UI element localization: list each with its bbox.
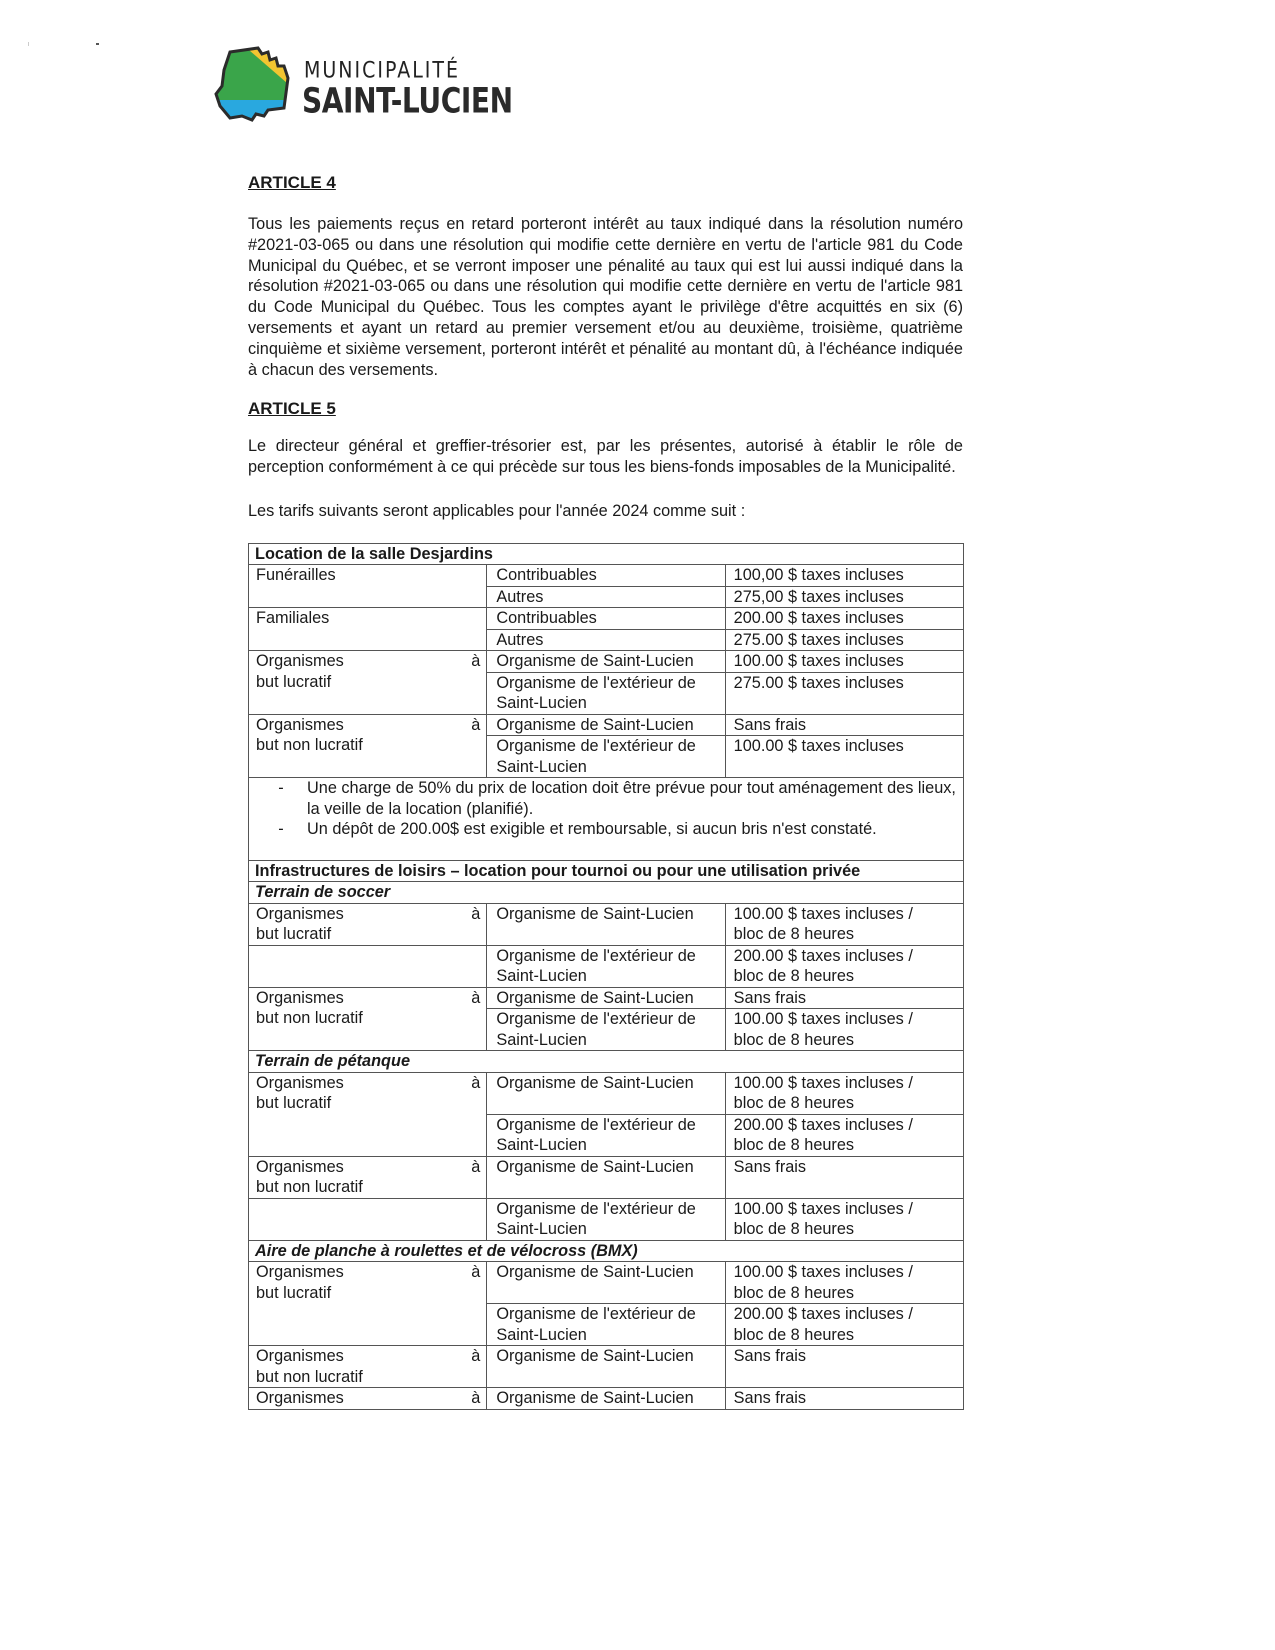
price-cell [725,945,963,987]
price-cell: 275,00 $ taxes incluses [725,586,963,608]
price-text: 100.00 $ taxes incluses / [733,1199,913,1218]
category-cell [249,1388,487,1410]
table-row [249,1346,964,1388]
table-subsection-header [249,1051,964,1073]
subsection-title-soccer: Terrain de soccer [249,882,964,904]
who-cell: Organisme de l'extérieur de Saint-Lucien [487,1304,725,1346]
price-text: bloc de 8 heures [733,1136,855,1155]
price-text: bloc de 8 heures [733,1220,855,1239]
table-row [249,714,964,736]
note-item [255,778,957,819]
municipality-logo [212,44,512,124]
who-cell: Organisme de Saint-Lucien [487,714,725,736]
category-text: Organismes [256,904,344,923]
category-cell [249,1346,487,1388]
category-text: Organismes [256,1347,344,1366]
logo-line-saint-lucien: SAINT-LUCIEN [302,80,513,121]
table-row [249,1156,964,1198]
table-row [249,608,964,630]
who-cell: Autres [487,629,725,651]
who-cell: Organisme de l'extérieur de Saint-Lucien [487,672,725,714]
price-cell: Sans frais [725,1346,963,1388]
who-cell: Organisme de l'extérieur de Saint-Lucien [487,1114,725,1156]
table-subsection-header [249,882,964,904]
tariffs-intro: Les tarifs suivants seront applicables pour l'année 2024 comme suit : [248,501,746,520]
table-row [249,651,964,673]
who-cell: Organisme de Saint-Lucien [487,987,725,1009]
price-cell [725,903,963,945]
category-text: Organismes [256,988,344,1007]
price-cell: 200.00 $ taxes incluses [725,608,963,630]
category-cell [249,903,487,945]
tariffs-table [248,543,964,1410]
category-text: à [471,988,481,1007]
category-cell: Funérailles [249,565,487,608]
who-cell: Organisme de Saint-Lucien [487,1072,725,1114]
document-body [248,172,963,1410]
price-cell: Sans frais [725,987,963,1009]
subsection-title-petanque: Terrain de pétanque [249,1051,964,1073]
table-section-header [249,860,964,882]
section-title-infra: Infrastructures de loisirs – location pour tournoi ou pour une utilisation privée [249,860,964,882]
price-text: bloc de 8 heures [733,1283,855,1302]
category-cell [249,651,487,715]
price-cell [725,1009,963,1051]
category-text: Organismes [256,652,344,671]
category-cell [249,987,487,1051]
price-text: 200.00 $ taxes incluses / [733,1305,913,1324]
puzzle-piece-icon [212,44,302,124]
table-row [249,987,964,1009]
category-text: Organismes [256,1389,344,1408]
table-row [249,1388,964,1410]
price-text: bloc de 8 heures [733,967,855,986]
category-text: but lucratif [256,925,332,944]
table-row [249,1072,964,1114]
category-cell [249,1072,487,1156]
category-text: à [471,1389,481,1408]
table-notes-row [249,778,964,861]
logo-line-municipalite: MUNICIPALITÉ [304,58,461,84]
who-cell: Autres [487,586,725,608]
category-cell [249,1156,487,1198]
category-text: à [471,1347,481,1366]
category-text: but non lucratif [256,1009,363,1028]
who-cell: Organisme de l'extérieur de Saint-Lucien [487,1009,725,1051]
category-cell [249,1198,487,1240]
who-cell: Organisme de l'extérieur de Saint-Lucien [487,1198,725,1240]
price-text: 100.00 $ taxes incluses / [733,1010,913,1029]
price-cell: 275.00 $ taxes incluses [725,672,963,714]
article-5-text: Le directeur général et greffier-trésorier est, par les présentes, autorisé à établir le rôle de perception conformément à ce qui précède sur tous les biens-fonds imposables de la Municipalité. [248,437,963,477]
price-text: bloc de 8 heures [733,1325,855,1344]
article-4-text: Tous les paiements reçus en retard porteront intérêt au taux indiqué dans la résolution numéro #2021-03-065 ou dans une résolution qui modifie cette dernière en vertu de l'article 981 du Code Municipal du Québec, et se verront imposer une pénalité au taux qui est lui aussi indiqué dans la résolution #2021-03-065 ou dans une résolution qui modifie cette dernière en vertu de l'article 981 du Code Municipal du Québec. Tous les comptes ayant le privilège d'être acquittés en six (6) versements et ayant un retard au premier versement et/ou au deuxième, troisième, quatrième cinquième et sixième versement, porteront intérêt et pénalité au montant dû, à l'échéance indiquée à chacun des versements. [248,215,963,379]
price-cell: Sans frais [725,714,963,736]
table-row [249,945,964,987]
who-cell: Organisme de Saint-Lucien [487,903,725,945]
subsection-title-bmx: Aire de planche à roulettes et de vélocross (BMX) [249,1240,964,1262]
table-row [249,565,964,587]
table-subsection-header [249,1240,964,1262]
price-text: 100.00 $ taxes incluses / [733,1263,913,1282]
who-cell: Contribuables [487,565,725,587]
category-text: à [471,904,481,923]
notes-cell [249,778,964,861]
price-cell [725,1262,963,1304]
category-text: but non lucratif [256,1178,363,1197]
who-cell: Organisme de Saint-Lucien [487,1346,725,1388]
category-text: à [471,1263,481,1282]
who-cell: Contribuables [487,608,725,630]
table-section-header [249,543,964,565]
note-text: Une charge de 50% du prix de location doit être prévue pour tout aménagement des lieux, la veille de la location (planifié). [307,779,956,818]
scan-mark [28,42,29,46]
category-text: Organismes [256,715,344,734]
who-cell: Organisme de l'extérieur de Saint-Lucien [487,945,725,987]
price-cell [725,1198,963,1240]
category-text: à [471,715,481,734]
table-row [249,1262,964,1304]
dash-bullet: - [278,779,284,798]
who-cell: Organisme de Saint-Lucien [487,1262,725,1304]
category-text: à [471,1073,481,1092]
category-text: Organismes [256,1073,344,1092]
price-cell [725,1072,963,1114]
category-text: but lucratif [256,672,332,691]
note-text: Un dépôt de 200.00$ est exigible et remboursable, si aucun bris n'est constaté. [307,820,877,839]
price-cell: Sans frais [725,1156,963,1198]
category-cell [249,1262,487,1346]
price-cell [725,1304,963,1346]
price-text: bloc de 8 heures [733,1094,855,1113]
price-text: 100.00 $ taxes incluses / [733,1073,913,1092]
section-title-salle: Location de la salle Desjardins [249,543,964,565]
who-cell: Organisme de Saint-Lucien [487,1388,725,1410]
who-cell: Organisme de Saint-Lucien [487,1156,725,1198]
category-cell [249,945,487,987]
category-text: but lucratif [256,1094,332,1113]
who-cell: Organisme de l'extérieur de Saint-Lucien [487,736,725,778]
category-cell: Familiales [249,608,487,651]
category-text: but lucratif [256,1283,332,1302]
price-cell: 100.00 $ taxes incluses [725,736,963,778]
price-cell [725,1114,963,1156]
article-5-heading: ARTICLE 5 [248,399,336,419]
price-cell: 100.00 $ taxes incluses [725,651,963,673]
price-text: 200.00 $ taxes incluses / [733,946,913,965]
price-text: 100.00 $ taxes incluses / [733,904,913,923]
price-text: 200.00 $ taxes incluses / [733,1115,913,1134]
table-row [249,903,964,945]
price-text: bloc de 8 heures [733,925,855,944]
category-text: à [471,1157,481,1176]
scan-mark [96,43,99,45]
price-cell: 100,00 $ taxes incluses [725,565,963,587]
dash-bullet: - [278,820,284,839]
price-cell: 275.00 $ taxes incluses [725,629,963,651]
category-text: but non lucratif [256,1367,363,1386]
category-text: Organismes [256,1263,344,1282]
who-cell: Organisme de Saint-Lucien [487,651,725,673]
article-4-heading: ARTICLE 4 [248,173,336,192]
price-text: bloc de 8 heures [733,1030,855,1049]
category-text: but non lucratif [256,736,363,755]
table-row [249,1198,964,1240]
price-cell: Sans frais [725,1388,963,1410]
category-text: à [471,652,481,671]
category-text: Organismes [256,1157,344,1176]
note-item [255,819,957,840]
category-cell [249,714,487,778]
